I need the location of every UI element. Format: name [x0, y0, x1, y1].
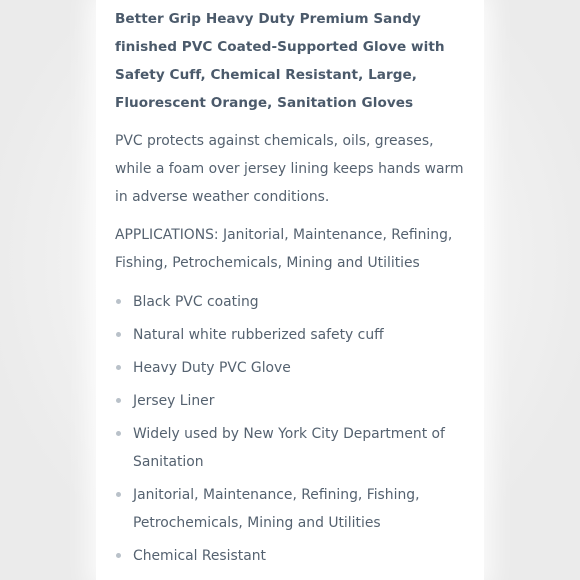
feature-list-item	[115, 420, 465, 476]
feature-text: Jersey Liner	[133, 393, 215, 409]
feature-list	[115, 288, 465, 570]
product-title: Better Grip Heavy Duty Premium Sandy finished PVC Coated-Supported Glove with Safety Cuff, Chemical Resistant, Large, Fluorescent Orange, Sanitation Gloves	[115, 11, 445, 111]
feature-text: Widely used by New York City Department of Sanitation	[133, 426, 445, 470]
feature-text: Chemical Resistant	[133, 548, 266, 564]
bullet-dot-icon	[116, 299, 121, 304]
product-description-card	[96, 0, 484, 580]
feature-list-item	[115, 288, 465, 316]
feature-text: Natural white rubberized safety cuff	[133, 327, 384, 343]
bullet-dot-icon	[116, 398, 121, 403]
feature-text: Black PVC coating	[133, 294, 259, 310]
feature-list-item	[115, 387, 465, 415]
feature-list-item	[115, 321, 465, 349]
bullet-dot-icon	[116, 332, 121, 337]
feature-list-item	[115, 542, 465, 570]
feature-list-item	[115, 481, 465, 537]
feature-text: Heavy Duty PVC Glove	[133, 360, 291, 376]
product-description: PVC protects against chemicals, oils, greases, while a foam over jersey lining keeps hands warm in adverse weather conditions.	[115, 133, 464, 205]
feature-text: Janitorial, Maintenance, Refining, Fishing, Petrochemicals, Mining and Utilities	[133, 487, 420, 531]
bullet-dot-icon	[116, 553, 121, 558]
bullet-dot-icon	[116, 492, 121, 497]
feature-list-item	[115, 354, 465, 382]
bullet-dot-icon	[116, 365, 121, 370]
bullet-dot-icon	[116, 431, 121, 436]
product-applications: APPLICATIONS: Janitorial, Maintenance, Refining, Fishing, Petrochemicals, Mining and Utilities	[115, 227, 453, 271]
